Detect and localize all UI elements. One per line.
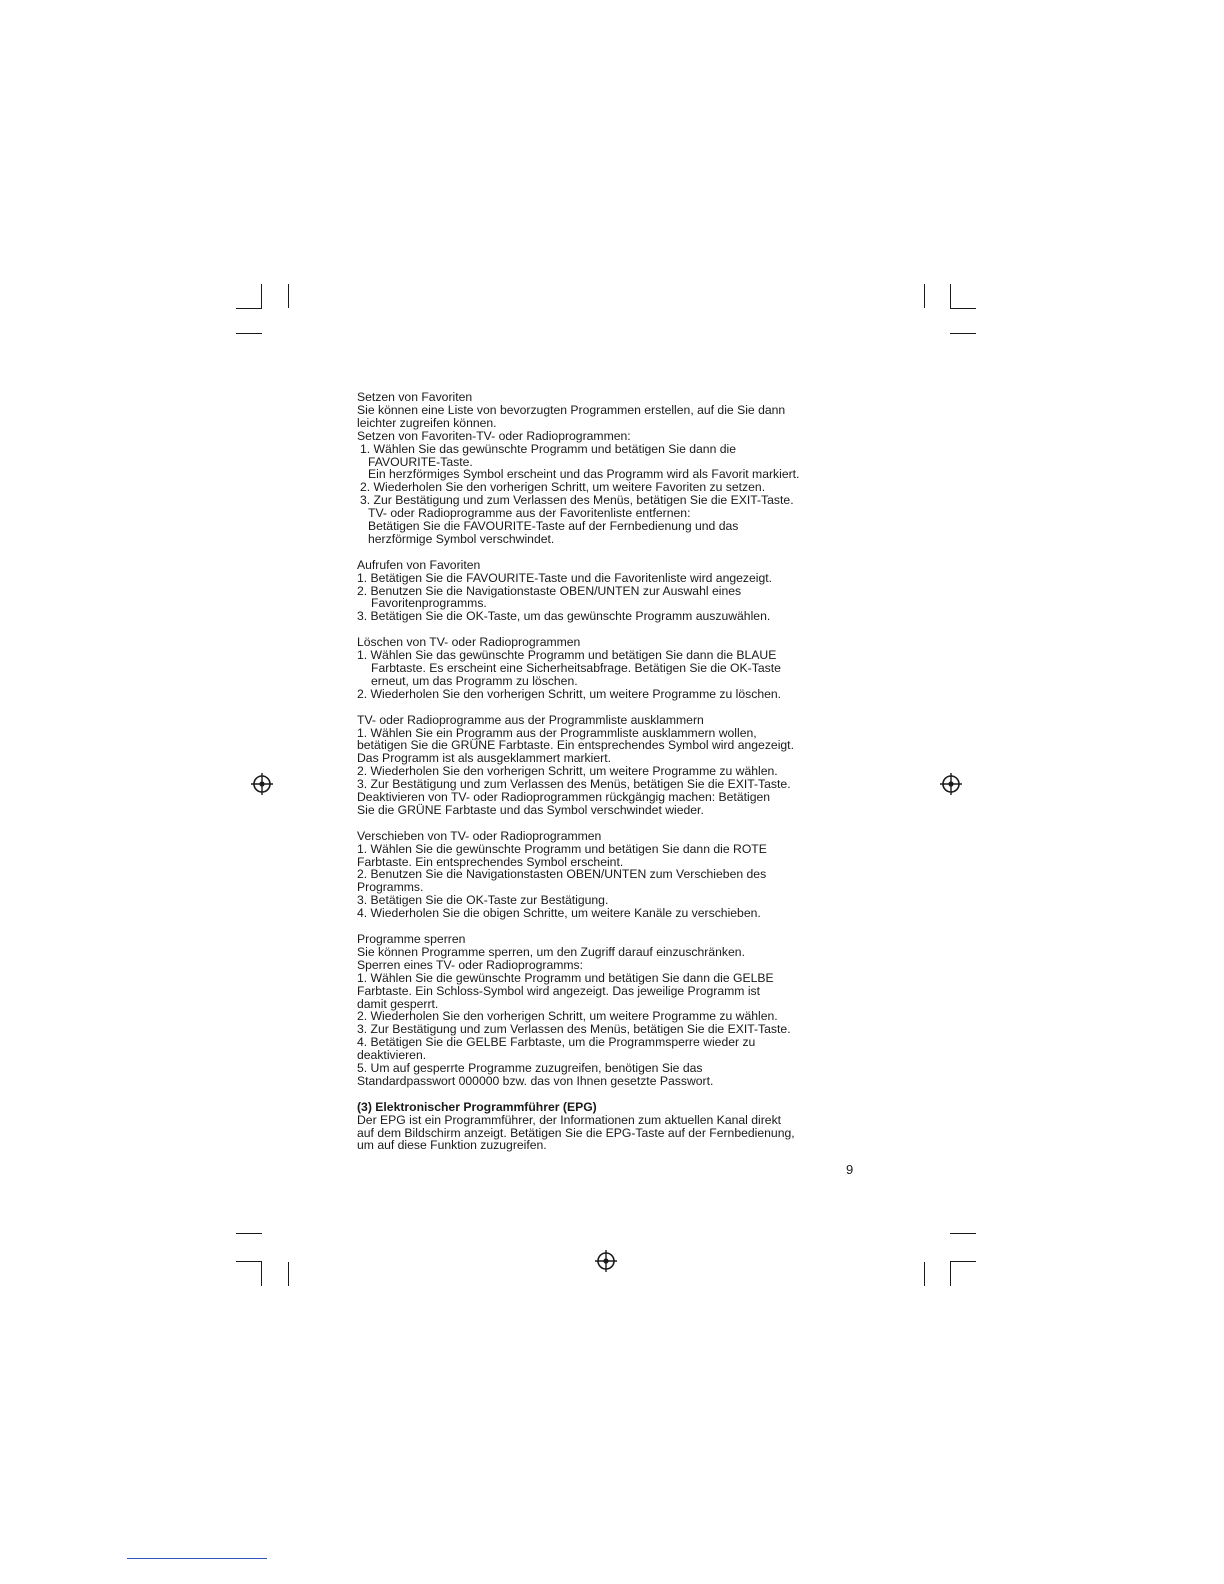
text-line: 1. Wählen Sie ein Programm aus der Programmliste ausklammern wollen, bbox=[357, 725, 757, 740]
crop-mark bbox=[924, 1262, 925, 1286]
text-line: betätigen Sie die GRÜNE Farbtaste. Ein entsprechendes Symbol wird angezeigt. bbox=[357, 738, 794, 753]
text-line: TV- oder Radioprogramme aus der Programmliste ausklammern bbox=[357, 712, 704, 727]
text-line: Aufrufen von Favoriten bbox=[357, 557, 481, 572]
crop-mark bbox=[950, 1261, 976, 1262]
text-line: 2. Benutzen Sie die Navigationstaste OBEN/UNTEN zur Auswahl eines bbox=[357, 583, 742, 598]
crop-mark bbox=[261, 284, 262, 309]
text-line: 3. Betätigen Sie die OK-Taste zur Bestätigung. bbox=[357, 893, 609, 908]
text-line: Setzen von Favoriten-TV- oder Radioprogrammen: bbox=[357, 428, 631, 443]
text-line: um auf diese Funktion zuzugreifen. bbox=[357, 1138, 547, 1153]
text-section bbox=[357, 714, 872, 817]
text-line: Programme sperren bbox=[357, 931, 466, 946]
text-line: Farbtaste. Es erscheint eine Sicherheitsabfrage. Betätigen Sie die OK-Taste bbox=[371, 661, 781, 675]
text-line: Setzen von Favoriten bbox=[357, 390, 473, 404]
text-line: Farbtaste. Ein entsprechendes Symbol erscheint. bbox=[357, 854, 624, 869]
registration-mark-icon bbox=[939, 772, 963, 796]
text-section bbox=[357, 391, 872, 546]
text-line: Sie die GRÜNE Farbtaste und das Symbol verschwindet wieder. bbox=[357, 802, 704, 817]
text-line: 4. Betätigen Sie die GELBE Farbtaste, um die Programmsperre wieder zu bbox=[357, 1035, 756, 1050]
registration-mark-icon bbox=[594, 1249, 618, 1273]
text-line: 3. Zur Bestätigung und zum Verlassen des Menüs, betätigen Sie die EXIT-Taste. bbox=[357, 777, 791, 792]
text-line: Sie können eine Liste von bevorzugten Programmen erstellen, auf die Sie dann bbox=[357, 402, 786, 417]
section-heading: (3) Elektronischer Programmführer (EPG) bbox=[357, 1099, 597, 1114]
text-line: 2. Wiederholen Sie den vorherigen Schritt, um weitere Favoriten zu setzen. bbox=[360, 480, 766, 495]
text-line: Deaktivieren von TV- oder Radioprogrammen rückgängig machen: Betätigen bbox=[357, 790, 771, 805]
text-line: 2. Wiederholen Sie den vorherigen Schritt, um weitere Programme zu wählen. bbox=[357, 764, 778, 779]
text-line: auf dem Bildschirm anzeigt. Betätigen Sie die EPG-Taste auf der Fernbedienung, bbox=[357, 1125, 795, 1140]
crop-mark bbox=[288, 284, 289, 308]
text-section bbox=[357, 559, 872, 624]
text-line: damit gesperrt. bbox=[357, 996, 439, 1011]
text-line: Der EPG ist ein Programmführer, der Informationen zum aktuellen Kanal direkt bbox=[357, 1112, 782, 1127]
text-section bbox=[357, 1101, 872, 1153]
text-line: 1. Betätigen Sie die FAVOURITE-Taste und die Favoritenliste wird angezeigt. bbox=[357, 570, 773, 585]
text-line: deaktivieren. bbox=[357, 1048, 427, 1063]
text-line: Das Programm ist als ausgeklammert markiert. bbox=[357, 751, 611, 766]
registration-mark-icon bbox=[250, 772, 274, 796]
text-line: leichter zugreifen können. bbox=[357, 415, 497, 430]
text-line: 1. Wählen Sie das gewünschte Programm und betätigen Sie dann die bbox=[360, 441, 737, 456]
text-line: Sperren eines TV- oder Radioprogramms: bbox=[357, 957, 584, 972]
crop-mark bbox=[236, 1261, 262, 1262]
text-line: Betätigen Sie die FAVOURITE-Taste auf der Fernbedienung und das bbox=[368, 519, 739, 534]
text-line: TV- oder Radioprogramme aus der Favoritenliste entfernen: bbox=[368, 506, 691, 521]
crop-mark bbox=[950, 333, 976, 334]
bottom-divider bbox=[127, 1558, 267, 1559]
text-line: Sie können Programme sperren, um den Zugriff darauf einzuschränken. bbox=[357, 944, 745, 959]
crop-mark bbox=[950, 1233, 976, 1234]
text-line: 2. Benutzen Sie die Navigationstasten OBEN/UNTEN zum Verschieben des bbox=[357, 867, 767, 882]
crop-mark bbox=[950, 284, 951, 309]
text-line: FAVOURITE-Taste. bbox=[368, 454, 473, 469]
text-section bbox=[357, 636, 872, 701]
crop-mark bbox=[950, 1261, 951, 1286]
text-line: 3. Zur Bestätigung und zum Verlassen des Menüs, betätigen Sie die EXIT-Taste. bbox=[357, 1022, 791, 1037]
text-line: 1. Wählen Sie die gewünschte Programm und betätigen Sie dann die ROTE bbox=[357, 841, 767, 856]
text-line: Standardpasswort 000000 bzw. das von Ihnen gesetzte Passwort. bbox=[357, 1073, 714, 1088]
text-line: Programms. bbox=[357, 880, 424, 895]
crop-mark bbox=[236, 1233, 262, 1234]
text-line: 5. Um auf gesperrte Programme zuzugreifen, benötigen Sie das bbox=[357, 1061, 703, 1076]
crop-mark bbox=[288, 1262, 289, 1286]
crop-mark bbox=[261, 1261, 262, 1286]
text-line: 3. Betätigen Sie die OK-Taste, um das gewünschte Programm auszuwählen. bbox=[357, 609, 771, 624]
text-line: Löschen von TV- oder Radioprogrammen bbox=[357, 635, 581, 650]
page-number: 9 bbox=[846, 1162, 854, 1177]
text-line: Verschieben von TV- oder Radioprogrammen bbox=[357, 828, 602, 843]
text-line: Favoritenprogramms. bbox=[371, 596, 487, 611]
text-line: herzförmige Symbol verschwindet. bbox=[368, 531, 555, 546]
text-line: 1. Wählen Sie das gewünschte Programm und betätigen Sie dann die BLAUE bbox=[357, 648, 777, 663]
text-line: 2. Wiederholen Sie den vorherigen Schritt, um weitere Programme zu löschen. bbox=[357, 686, 782, 701]
crop-mark bbox=[950, 308, 976, 309]
text-line: erneut, um das Programm zu löschen. bbox=[371, 673, 578, 688]
page-body bbox=[357, 391, 872, 1165]
crop-mark bbox=[236, 308, 262, 309]
text-line: 4. Wiederholen Sie die obigen Schritte, um weitere Kanäle zu verschieben. bbox=[357, 906, 761, 921]
text-line: Ein herzförmiges Symbol erscheint und das Programm wird als Favorit markiert. bbox=[368, 467, 800, 482]
crop-mark bbox=[924, 284, 925, 308]
crop-mark bbox=[236, 333, 262, 334]
text-line: 1. Wählen Sie die gewünschte Programm und betätigen Sie dann die GELBE bbox=[357, 970, 774, 985]
text-line: 2. Wiederholen Sie den vorherigen Schritt, um weitere Programme zu wählen. bbox=[357, 1009, 778, 1024]
text-line: 3. Zur Bestätigung und zum Verlassen des Menüs, betätigen Sie die EXIT-Taste. bbox=[360, 493, 794, 508]
text-section bbox=[357, 830, 872, 920]
text-line: Farbtaste. Ein Schloss-Symbol wird angezeigt. Das jeweilige Programm ist bbox=[357, 983, 761, 998]
text-section bbox=[357, 933, 872, 1088]
